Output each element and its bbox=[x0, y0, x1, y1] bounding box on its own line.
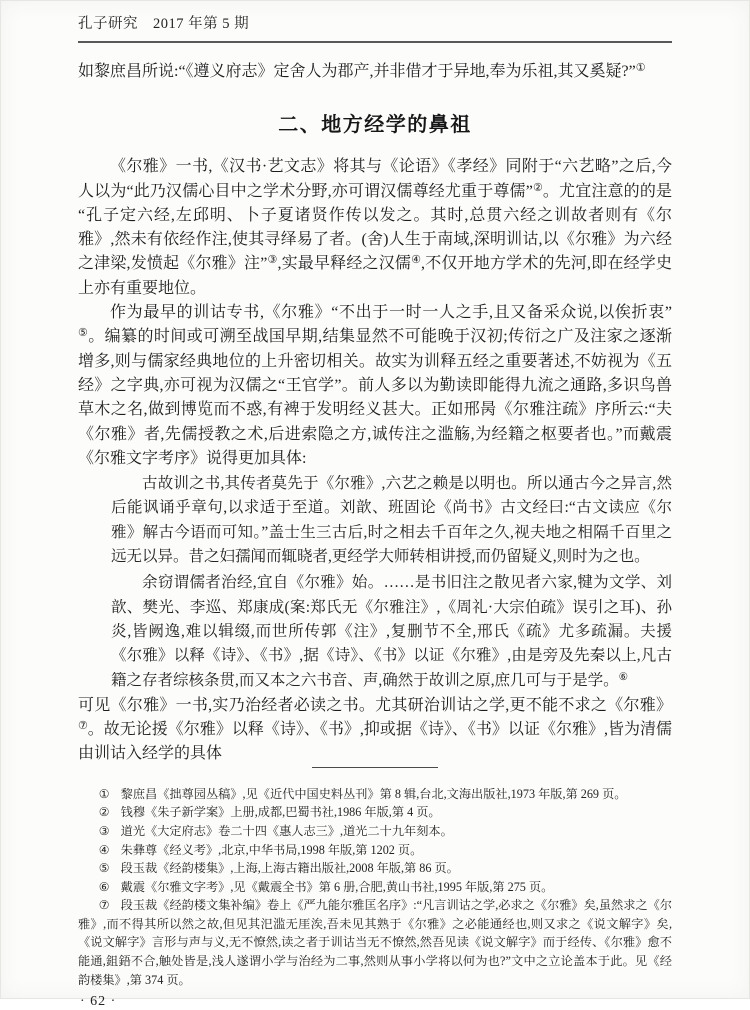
footnote-marker: ③ bbox=[98, 823, 110, 838]
footnote-5 bbox=[78, 859, 672, 878]
page-number: · 62 · bbox=[80, 994, 117, 1010]
footnote-marker: ④ bbox=[98, 842, 110, 857]
body-paragraph-2: 作为最早的训诂专书,《尔雅》“不出于一时一人之手,且又备采众说,以俟折衷”⑤。编纂的时间或可溯至战国早期,结集显然不可能晚于汉初;传衍之广及注家之逐渐增多,则与儒家经典地位的上升密切相关。故实为训释五经之重要著述,不妨视为《五经》之字典,亦可视为汉儒之“王官学”。前人多以为勤读即能得九流之通路,多识鸟兽草木之名,做到博览而不惑,有裨于发明经义甚大。正如邢昺《尔雅注疏》序所云:“夫《尔雅》者,先儒授教之术,后进索隐之方,诚传注之滥觞,为经籍之枢要者也。”而戴震《尔雅文字考序》说得更加具体: bbox=[78, 304, 673, 467]
footnote-text: 钱穆《朱子新学案》上册,成都,巴蜀书社,1986 年版,第 4 页。 bbox=[120, 805, 441, 820]
footnote-text: 段玉裁《经韵楼集》,上海,上海古籍出版社,2008 年版,第 86 页。 bbox=[120, 861, 459, 876]
footnote-ref: ⑦ bbox=[78, 720, 88, 733]
section-heading: 二、地方经学的鼻祖 bbox=[278, 114, 472, 137]
footnote-ref: ② bbox=[532, 181, 543, 194]
footnote-text: 段玉裁《经韵楼文集补编》卷上《严九能尔雅匡名序》:“凡言训诂之学,必求之《尔雅》矣,虽然求之《尔雅》,而不得其所以然之故,但见其汜滥无厓涘,吾未见其熟于《尔雅》之必能通经也,则又求之《说文解字》矣,《说文解字》言形与声与义,无不憭然,读之者于训诂当无不憭然,然吾见读《说文解字》而于经传、《尔雅》愈不能通,鉏鋙不合,触处皆是,浅人遂谓小学与治经为二事,然则从事小学将以何为也?”文中之立论盖本于此。见《经韵楼集》,第 374 页。 bbox=[78, 898, 672, 987]
body-paragraph-1: 《尔雅》一书,《汉书·艺文志》将其与《论语》《孝经》同附于“六艺略”之后,今人以为“此乃汉儒心目中之学术分野,亦可谓汉儒尊经尤重于尊儒”②。尤宜注意的的是“孔子定六经,左邱明、卜子夏诸贤作传以发之。其时,总贯六经之训故者则有《尔雅》,然未有依经作注,使其寻绎易了者。(舍)人生于南域,深明训诂,以《尔雅》为六经之津梁,发愤起《尔雅》注”③,实最早释经之汉儒④,不仅开地方学术的先河,即在经学史上亦有重要地位。 bbox=[78, 158, 672, 297]
footnote-ref: ③ bbox=[267, 254, 278, 267]
footnote-4 bbox=[78, 841, 672, 860]
journal-header: 孔子研究 2017 年第 5 期 bbox=[78, 16, 250, 32]
footnote-text: 道光《大定府志》卷二十四《惠人志三》,道光二十九年刻本。 bbox=[120, 823, 453, 838]
footnote-text: 戴震《尔雅文字考》,见《戴震全书》第 6 册,合肥,黄山书社,1995 年版,第 275 页。 bbox=[120, 879, 554, 894]
footnote-6 bbox=[78, 878, 672, 897]
footnote-ref: ⑤ bbox=[78, 327, 89, 340]
carryover-paragraph: 如黎庶昌所说:“《遵义府志》定舍人为郡产,并非借才于异地,奉为乐祖,其又奚疑?”① bbox=[78, 62, 646, 80]
footnote-marker: ② bbox=[98, 805, 110, 820]
footnote-text: 黎庶昌《拙尊园丛稿》,见《近代中国史料丛刊》第 8 辑,台北,文海出版社,1973 年版,第 269 页。 bbox=[120, 786, 627, 801]
body-paragraph-3: 可见《尔雅》一书,实乃治经者必读之书。尤其研治训诂之学,更不能不求之《尔雅》⑦。故无论援《尔雅》以释《诗》、《书》,抑或据《诗》、《书》以证《尔雅》,皆为清儒由训诂入经学的具体 bbox=[78, 696, 672, 763]
footnote-2 bbox=[78, 803, 672, 822]
footnotes-section bbox=[78, 785, 672, 990]
footnote-ref: ④ bbox=[411, 254, 422, 267]
footnote-ref: ⑥ bbox=[618, 671, 629, 683]
footnote-marker: ⑤ bbox=[98, 861, 110, 876]
footnote-marker: ⑥ bbox=[98, 879, 110, 894]
block-quote-1: 古故训之书,其传者莫先于《尔雅》,六艺之赖是以明也。所以通古今之异言,然后能讽诵乎章句,以求适于至道。刘歆、班固论《尚书》古文经曰:“古文读应《尔雅》解古今语而可知。”盖士生三古后,时之相去千百年之久,视夫地之相隔千百里之远无以异。昔之妇孺闻而辄晓者,更经学大师转相讲授,而仍留疑义,则时为之也。 bbox=[111, 475, 672, 566]
footnote-separator-rule bbox=[312, 767, 438, 768]
footnote-text: 朱彝尊《经义考》,北京,中华书局,1998 年版,第 1202 页。 bbox=[120, 842, 423, 857]
footnote-ref: ① bbox=[635, 62, 646, 74]
footnote-7 bbox=[78, 896, 672, 989]
footnote-marker: ① bbox=[98, 786, 110, 801]
footnote-3 bbox=[78, 822, 672, 841]
footnote-marker: ⑦ bbox=[98, 898, 110, 913]
footnote-1 bbox=[78, 785, 672, 804]
header-rule bbox=[78, 41, 672, 43]
block-quote-2: 余窃谓儒者治经,宜自《尔雅》始。……是书旧注之散见者六家,犍为文学、刘歆、樊光、李巡、郑康成(案:郑氏无《尔雅注》,《周礼·大宗伯疏》误引之耳)、孙炎,皆阙逸,难以辑缀,而世所传郭《注》,复删节不全,邢氏《疏》尤多疏漏。夫援《尔雅》以释《诗》、《书》,据《诗》、《书》以证《尔雅》,由是旁及先秦以上,凡古籍之存者综核条贯,而又本之六书音、声,确然于故训之原,庶几可与于是学。⑥ bbox=[111, 574, 672, 689]
